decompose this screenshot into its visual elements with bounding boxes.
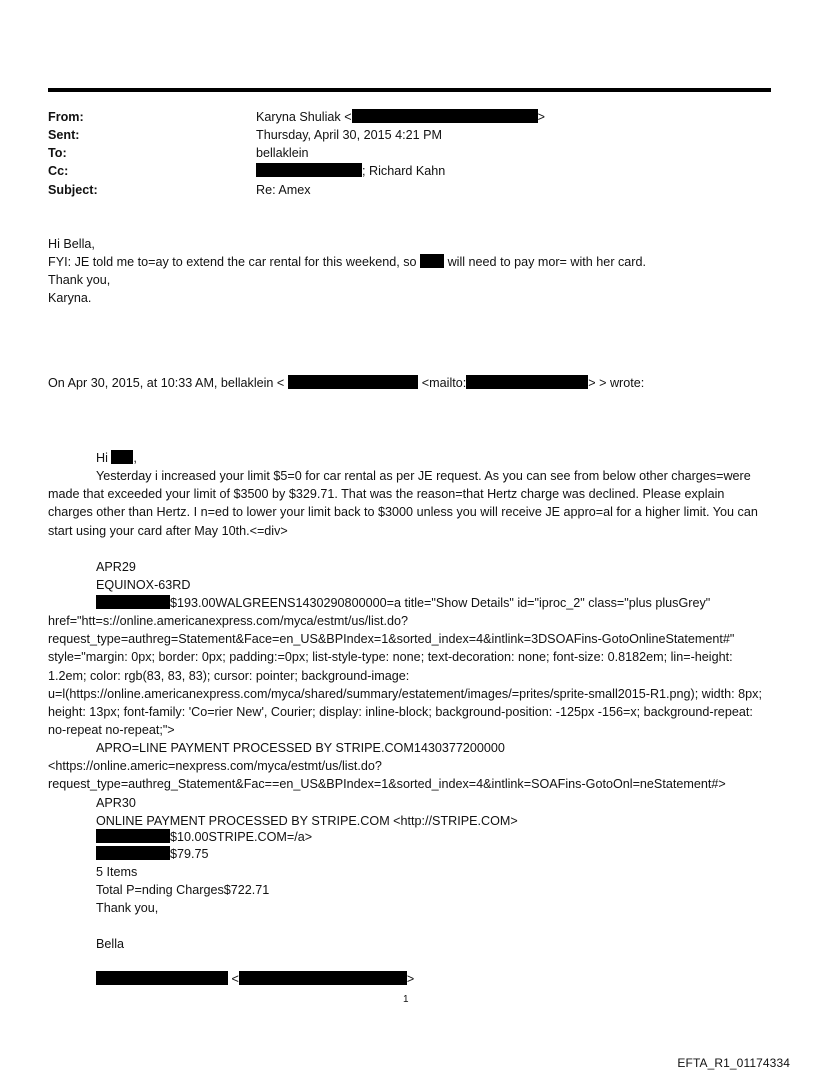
original-paragraph: Yesterday i increased your limit $5=0 for car rental as per JE request. As you can see from below other charges=were made that exceeded your limit of $3500 by $329.71. That was the reason=that Hertz charge was declined. Please explain charges other than Hertz. I n=ed to lower your limit back to $3000 unless you will receive JE appro=al for a higher limit. You can start using your card after May 10th.<=div> <box>48 469 758 538</box>
redaction-box <box>96 846 170 860</box>
quote-prefix: On Apr 30, 2015, at 10:33 AM, bellaklein < <box>48 376 285 390</box>
reply-fyi-a: FYI: JE told me to=ay to extend the car rental for this weekend, so <box>48 255 417 269</box>
redaction-box <box>96 829 170 843</box>
from-label: From: <box>48 110 84 124</box>
html-code-block: href="htt=s://online.americanexpress.com/myca/estmt/us/list.do?request_type=authreg=Statement&Face=en_US&BPIndex=1&sorted_index=4&intlink=3DSOAFins-GotoOnlineStatement#" style="margin: 0px; border: 0px; padding:=0px; list-style-type: none; text-decoration: none; font-size: 0.8182em; lin=-height: 1.2em; color: rgb(83, 83, 83); cursor: pointer; background-image: u=l(https://online.americanexpress.com/myca/shared/summary/estatement/images/=prites/sprite-small2015-R1.png); width: 8px; height: 13px; font-family: 'Co=rier New', Courier; display: inline-block; background-position: -125px -156=x; background-repeat: no-repeat no-repeat;"> <box>48 614 762 738</box>
from-value <box>256 108 545 126</box>
amount-stripe <box>96 828 312 846</box>
original-hi: Hi <box>96 451 108 465</box>
redaction-box <box>96 595 170 609</box>
original-greeting <box>96 449 137 467</box>
header-divider <box>48 88 771 92</box>
quote-line <box>48 374 644 392</box>
redaction-box <box>96 971 228 985</box>
reply-fyi-b: will need to pay mor= with her card. <box>447 255 647 269</box>
signature-line <box>96 970 414 988</box>
reply-greeting: Hi Bella, <box>48 237 95 251</box>
quote-suffix: > > wrote: <box>588 376 645 390</box>
total-pending: Total P=nding Charges$722.71 <box>96 883 270 897</box>
original-name: Bella <box>96 937 125 951</box>
date-apr30: APR30 <box>96 796 136 810</box>
original-thanks: Thank you, <box>96 901 159 915</box>
redaction-box <box>466 375 588 389</box>
redaction-box <box>420 254 444 268</box>
page-number: 1 <box>403 994 409 1005</box>
subject-value: Re: Amex <box>256 183 311 197</box>
date-apr29: APR29 <box>96 560 136 574</box>
amount-line <box>96 594 710 612</box>
reply-thanks: Thank you, <box>48 273 111 287</box>
signature-gt: > <box>406 972 415 986</box>
amount-final-text: $79.75 <box>170 847 209 861</box>
signature-lt: < <box>231 972 239 986</box>
redaction-box <box>352 109 538 123</box>
cc-label: Cc: <box>48 164 69 178</box>
quote-mailto: <mailto: <box>421 376 467 390</box>
to-value: bellaklein <box>256 146 309 160</box>
redaction-box <box>256 163 362 177</box>
stripe-line: ONLINE PAYMENT PROCESSED BY STRIPE.COM <http://STRIPE.COM> <box>96 814 518 828</box>
amount-stripe-text: $10.00STRIPE.COM=/a> <box>170 830 313 844</box>
redaction-box <box>239 971 407 985</box>
amount-walgreens: $193.00WALGREENS1430290800000=a title="Show Details" id="iproc_2" class="plus plusGrey" <box>170 596 711 610</box>
redaction-box <box>288 375 418 389</box>
reply-signoff: Karyna. <box>48 291 92 305</box>
merchant-equinox: EQUINOX-63RD <box>96 578 191 592</box>
url-block: <https://online.americ=nexpress.com/myca/estmt/us/list.do?request_type=authreg_Statement&Fac==en_US&BPIndex=1&sorted_index=4&intlink=SOAFins-GotoOnl=neStatement#> <box>48 759 726 792</box>
original-hi-comma: , <box>133 451 137 465</box>
cc-text: ; Richard Kahn <box>362 164 446 178</box>
from-name: Karyna Shuliak < <box>256 110 352 124</box>
sent-label: Sent: <box>48 128 80 142</box>
redaction-box <box>111 450 133 464</box>
reply-fyi <box>48 253 646 271</box>
sent-value: Thursday, April 30, 2015 4:21 PM <box>256 128 442 142</box>
bates-number: EFTA_R1_01174334 <box>677 1056 790 1070</box>
items-count: 5 Items <box>96 865 138 879</box>
cc-value <box>256 162 445 180</box>
to-label: To: <box>48 146 67 160</box>
online-payment-line: APRO=LINE PAYMENT PROCESSED BY STRIPE.COM1430377200000 <box>96 741 505 755</box>
subject-label: Subject: <box>48 183 98 197</box>
from-close: > <box>537 110 545 124</box>
amount-final <box>96 845 209 863</box>
